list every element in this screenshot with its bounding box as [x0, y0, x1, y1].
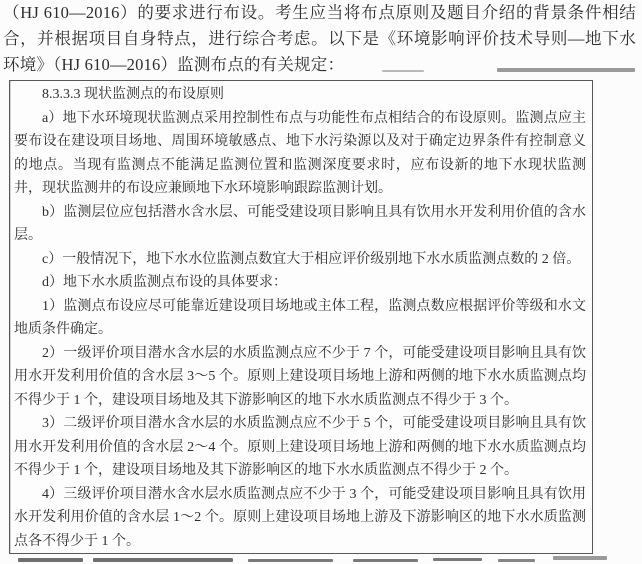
scan-artifact	[18, 558, 83, 562]
scan-artifact	[248, 559, 333, 562]
scan-artifact	[497, 68, 635, 72]
regulation-box	[9, 80, 593, 554]
intro-paragraph: （HJ 610—2016）的要求进行布设。考生应当将布点原则及题目介绍的背景条件相结合，并根据项目自身特点，进行综合考虑。以下是《环境影响评价技术导则—地下水环境》（HJ 610—2016）监测布点的有关规定：	[3, 3, 636, 74]
scan-artifact	[93, 558, 233, 562]
regulation-item-2: 2）一级评价项目潜水含水层的水质监测点应不少于 7 个，可能受建设项目影响且具有饮用水开发利用价值的含水层 3～5 个。原则上建设项目场地上游和两侧的地下水水质监测点均不得少于 1 个，建设项目场地及其下游影响区的地下水水质监测点不得少于 3 个。	[14, 345, 586, 408]
scan-artifact	[553, 556, 607, 560]
scan-artifact	[433, 558, 482, 561]
regulation-paragraph-d: d）地下水水质监测点布设的具体要求：	[42, 275, 287, 290]
scan-artifact	[382, 70, 424, 72]
scan-artifact	[498, 559, 535, 562]
scan-artifact	[353, 559, 418, 562]
regulation-item-4: 4）三级评价项目潜水含水层水质监测点应不少于 3 个，可能受建设项目影响且具有饮用水开发利用价值的含水层 1～2 个。原则上建设项目场地上游及下游影响区的地下水水质监测点各不得少于 1 个。	[14, 486, 586, 549]
regulation-paragraph-c: c）一般情况下，地下水水位监测点数宜大于相应评价级别地下水水质监测点数的 2 倍。	[42, 251, 581, 267]
regulation-heading: 8.3.3.3 现状监测点的布设原则	[42, 87, 224, 102]
regulation-item-1: 1）监测点布设应尽可能靠近建设项目场地或主体工程，监测点数应根据评价等级和水文地质条件确定。	[14, 298, 586, 337]
regulation-item-3: 3）二级评价项目潜水含水层的水质监测点应不少于 5 个，可能受建设项目影响且具有饮用水开发利用价值的含水层 2～4 个。原则上建设项目场地上游和两侧的地下水水质监测点均不得少于 1 个，建设项目场地及其下游影响区的地下水水质监测点不得少于 2 个。	[14, 416, 586, 478]
regulation-paragraph-a: a）地下水环境现状监测点采用控制性布点与功能性布点相结合的布设原则。监测点应主要布设在建设项目场地、周围环境敏感点、地下水污染源以及对于确定边界条件有控制意义的地点。当现有监测点不能满足监测位置和监测深度要求时，应布设新的地下水现状监测井，现状监测井的布设应兼顾地下水环境影响跟踪监测计划。	[14, 110, 586, 196]
regulation-paragraph-b: b）监测层位应包括潜水含水层、可能受建设项目影响且具有饮用水开发利用价值的含水层。	[14, 204, 586, 243]
